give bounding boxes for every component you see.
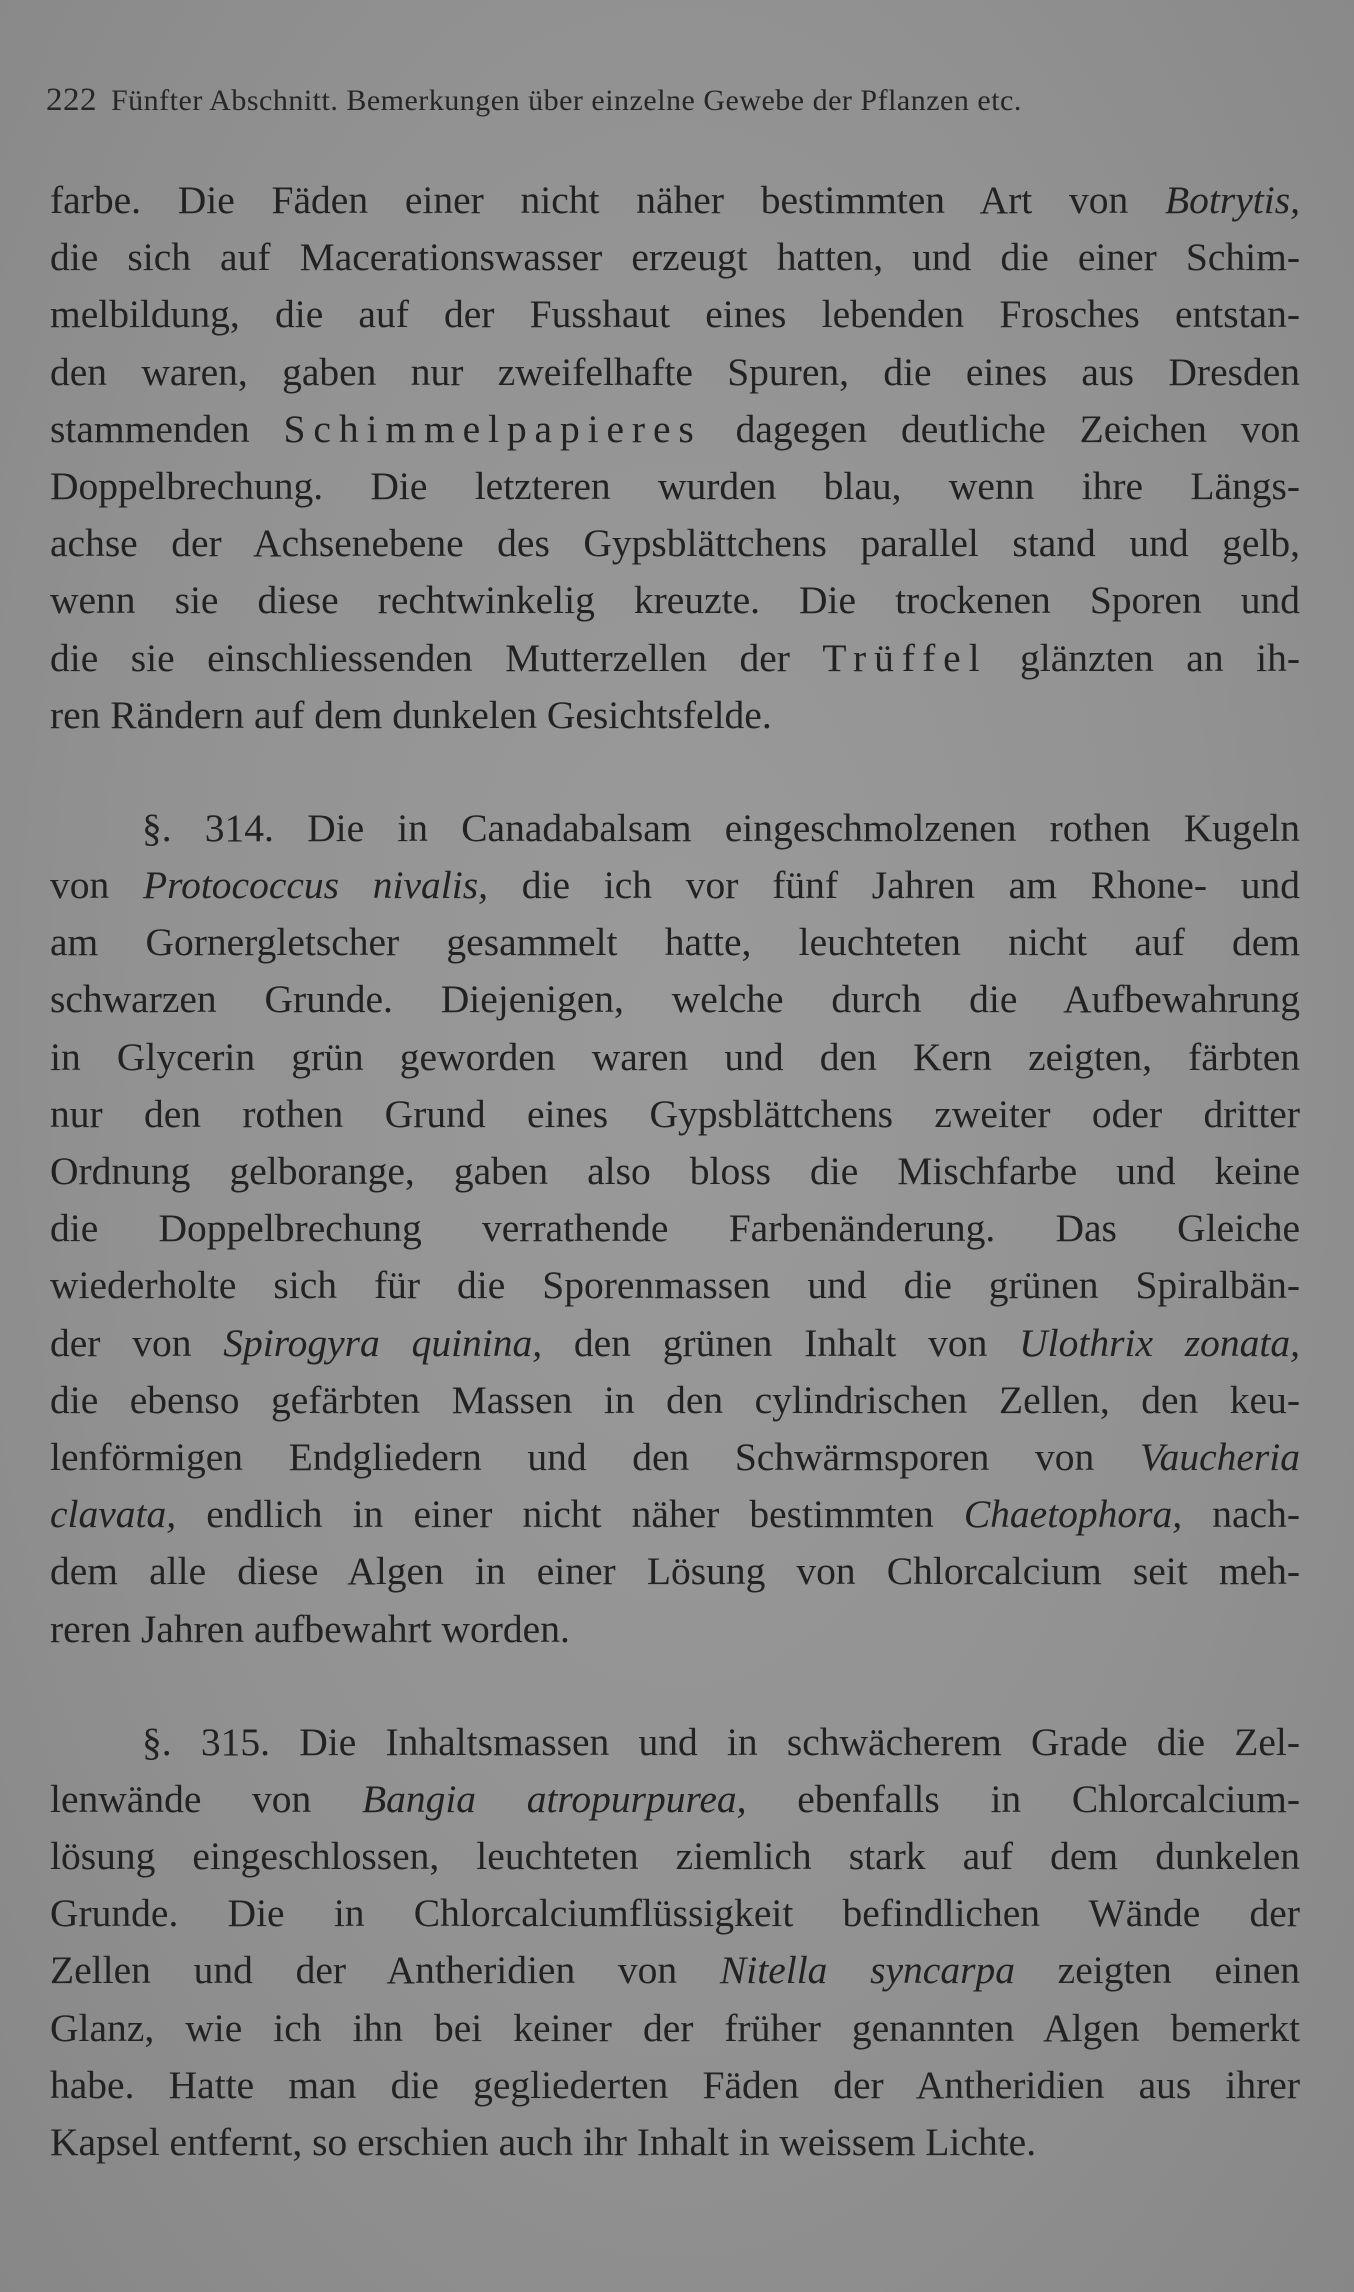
- text-line: [50, 687, 1300, 744]
- text-run: farbe. Die Fäden einer nicht näher bestimmten Art von: [50, 178, 1166, 222]
- text-run: der von: [50, 1320, 224, 1365]
- spaced-emphasis: Trüffel: [822, 635, 988, 680]
- text-line: [50, 1200, 1300, 1257]
- text-run: melbildung, die auf der Fusshaut eines lebenden Frosches entstan-: [50, 292, 1300, 337]
- spaced-emphasis: Schimmelpapieres: [283, 406, 702, 451]
- text-line: [50, 229, 1300, 286]
- paragraph-continuation: [50, 172, 1300, 744]
- paragraph-314: [50, 800, 1300, 1658]
- text-line: [50, 1143, 1300, 1200]
- text-run: lenwände von: [50, 1776, 362, 1821]
- text-line: [50, 1029, 1300, 1086]
- text-run: von: [50, 863, 144, 908]
- text-run: achse der Achsenebene des Gypsblättchens parallel stand und gelb,: [50, 521, 1300, 566]
- text-run: in Glycerin grün geworden waren und den Kern zeigten, färbten: [50, 1034, 1300, 1079]
- text-run: lenförmigen Endgliedern und den Schwärmsporen von: [50, 1434, 1140, 1479]
- text-run: lösung eingeschlossen, leuchteten ziemlich stark auf dem dunkelen: [50, 1834, 1300, 1879]
- text-run: ebenfalls in Chlorcalcium-: [746, 1776, 1300, 1821]
- running-title: Fünfter Abschnitt. Bemerkungen über einzelne Gewebe der Pflanzen etc.: [111, 84, 1022, 117]
- text-run: den waren, gaben nur zweifelhafte Spuren, die eines aus Dresden: [50, 349, 1300, 394]
- text-line: [50, 800, 1300, 857]
- italic-species-name: Bangia atropurpurea,: [361, 1776, 747, 1821]
- text-run: die Doppelbrechung verrathende Farbenänderung. Das Gleiche: [50, 1206, 1300, 1251]
- text-line: [50, 914, 1300, 971]
- text-line: [50, 1885, 1300, 1942]
- italic-species-name: Ulothrix zonata,: [1019, 1320, 1300, 1365]
- text-line: [50, 630, 1300, 687]
- text-run: Doppelbrechung. Die letzteren wurden blau, wenn ihre Längs-: [50, 463, 1300, 508]
- italic-species-name: Protococcus nivalis,: [143, 863, 488, 908]
- text-line: [50, 458, 1300, 515]
- text-line: [50, 1257, 1300, 1314]
- text-line: [50, 1086, 1300, 1143]
- text-run: nach-: [1182, 1492, 1301, 1537]
- text-line: [50, 172, 1300, 229]
- text-run: wiederholte sich für die Sporenmassen und die grünen Spiralbän-: [50, 1263, 1300, 1308]
- text-line: [50, 286, 1300, 343]
- text-line: [50, 1543, 1300, 1600]
- text-run: glänzten an ih-: [987, 635, 1300, 680]
- text-line: [50, 1828, 1300, 1885]
- text-run: die sich auf Macerationswasser erzeugt hatten, und die einer Schim-: [50, 235, 1300, 280]
- text-run: wenn sie diese rechtwinkelig kreuzte. Die trockenen Sporen und: [50, 578, 1300, 623]
- text-run: reren Jahren aufbewahrt worden.: [50, 1606, 570, 1651]
- text-line: [50, 344, 1300, 401]
- page-number: 222: [46, 82, 97, 118]
- text-run: zeigten einen: [1014, 1948, 1300, 1993]
- text-run: endlich in einer nicht näher bestimmten: [176, 1492, 964, 1537]
- text-line: [50, 1771, 1300, 1828]
- text-line: [50, 2114, 1300, 2171]
- text-run: am Gornergletscher gesammelt hatte, leuchteten nicht auf dem: [50, 920, 1300, 965]
- text-run: Zellen und der Antheridien von: [50, 1948, 720, 1993]
- text-line: [50, 1601, 1300, 1658]
- running-header: [46, 82, 1306, 119]
- text-line: [50, 1372, 1300, 1429]
- italic-species-name: Botrytis,: [1165, 178, 1300, 222]
- text-run: habe. Hatte man die gegliederten Fäden der Antheridien aus ihrer: [50, 2062, 1300, 2107]
- italic-species-name: Chaetophora,: [963, 1492, 1183, 1537]
- text-run: Ordnung gelborange, gaben also bloss die Mischfarbe und keine: [50, 1149, 1300, 1193]
- text-line: [50, 1429, 1300, 1486]
- text-run: dem alle diese Algen in einer Lösung von Chlorcalcium seit meh-: [50, 1549, 1300, 1594]
- body-text: [50, 172, 1300, 2171]
- text-line: [50, 1942, 1300, 1999]
- text-run: die ebenso gefärbten Massen in den cylindrischen Zellen, den keu-: [50, 1377, 1300, 1422]
- italic-species-name: Spirogyra quinina,: [223, 1320, 543, 1365]
- text-line: [50, 857, 1300, 914]
- text-run: den grünen Inhalt von: [542, 1320, 1020, 1365]
- text-line: [50, 2000, 1300, 2057]
- text-run: dagegen deutliche Zeichen von: [701, 406, 1300, 451]
- text-line: [50, 1486, 1300, 1543]
- paragraph-315: [50, 1714, 1300, 2172]
- text-run: schwarzen Grunde. Diejenigen, welche durch die Aufbewahrung: [50, 977, 1300, 1022]
- text-run: Kapsel entfernt, so erschien auch ihr Inhalt in weissem Lichte.: [50, 2120, 1037, 2164]
- text-run: §. 315. Die Inhaltsmassen und in schwächerem Grade die Zel-: [142, 1719, 1300, 1764]
- text-run: stammenden: [50, 406, 284, 451]
- text-line: [50, 401, 1300, 458]
- text-line: [50, 1714, 1300, 1771]
- italic-species-name: Vaucheria: [1139, 1434, 1300, 1479]
- text-run: nur den rothen Grund eines Gypsblättchens zweiter oder dritter: [50, 1091, 1300, 1136]
- text-run: §. 314. Die in Canadabalsam eingeschmolzenen rothen Kugeln: [142, 805, 1300, 850]
- text-run: die ich vor fünf Jahren am Rhone- und: [487, 863, 1300, 908]
- text-line: [50, 971, 1300, 1028]
- text-run: die sie einschliessenden Mutterzellen der: [50, 635, 823, 680]
- text-run: Glanz, wie ich ihn bei keiner der früher genannten Algen bemerkt: [50, 2005, 1300, 2050]
- text-line: [50, 1315, 1300, 1372]
- text-line: [50, 515, 1300, 572]
- text-run: Grunde. Die in Chlorcalciumflüssigkeit befindlichen Wände der: [50, 1891, 1300, 1936]
- text-line: [50, 572, 1300, 629]
- italic-species-name: Nitella syncarpa: [719, 1948, 1015, 1993]
- italic-species-name: clavata,: [50, 1492, 177, 1537]
- text-run: ren Rändern auf dem dunkelen Gesichtsfelde.: [50, 692, 772, 737]
- text-line: [50, 2057, 1300, 2114]
